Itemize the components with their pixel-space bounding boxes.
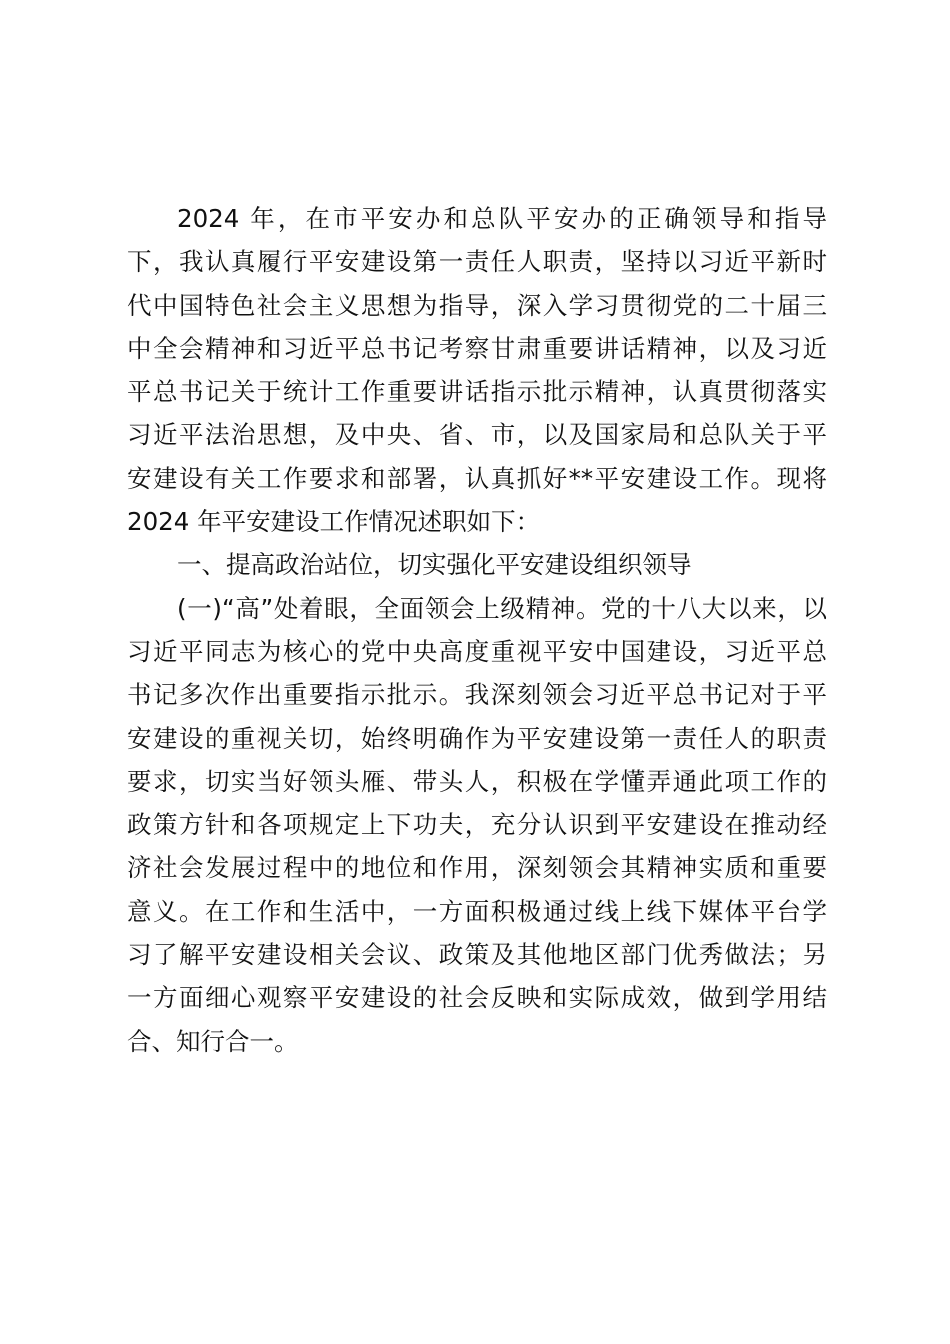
document-body bbox=[127, 197, 827, 1063]
paragraph-line: 2024 年，在市平安办和总队平安办的正确领导和指导 bbox=[177, 204, 827, 233]
paragraph-line: 代中国特色社会主义思想为指导，深入学习贯彻党的二十届三 bbox=[127, 290, 827, 320]
paragraph-line: 安建设的重视关切，始终明确作为平安建设第一责任人的职责 bbox=[127, 723, 827, 753]
paragraph-line: 要求，切实当好领头雁、带头人，积极在学懂弄通此项工作的 bbox=[127, 766, 827, 796]
paragraph-line: 下，我认真履行平安建设第一责任人职责，坚持以习近平新时 bbox=[127, 247, 827, 277]
paragraph-line: 平总书记关于统计工作重要讲话指示批示精神，认真贯彻落实 bbox=[127, 377, 827, 407]
paragraph-line: 中全会精神和习近平总书记考察甘肃重要讲话精神，以及习近 bbox=[127, 333, 827, 363]
subsection-paragraph bbox=[127, 587, 827, 1063]
intro-paragraph bbox=[127, 197, 827, 543]
paragraph-line: 习近平法治思想，及中央、省、市，以及国家局和总队关于平 bbox=[127, 420, 827, 450]
paragraph-line: 安建设有关工作要求和部署，认真抓好**平安建设工作。现将 bbox=[127, 463, 827, 493]
section-heading: 一、提高政治站位，切实强化平安建设组织领导 bbox=[177, 550, 692, 580]
paragraph-line: 习近平同志为核心的党中央高度重视平安中国建设，习近平总 bbox=[127, 636, 827, 666]
paragraph-line: (一)“高”处着眼，全面领会上级精神。党的十八大以来，以 bbox=[177, 593, 827, 623]
paragraph-line: 意义。在工作和生活中，一方面积极通过线上线下媒体平台学 bbox=[127, 896, 827, 926]
paragraph-line: 2024 年平安建设工作情况述职如下： bbox=[127, 507, 541, 537]
paragraph-line: 习了解平安建设相关会议、政策及其他地区部门优秀做法；另 bbox=[127, 940, 827, 970]
paragraph-line: 一方面细心观察平安建设的社会反映和实际成效，做到学用结 bbox=[127, 983, 827, 1013]
paragraph-line: 政策方针和各项规定上下功夫，充分认识到平安建设在推动经 bbox=[127, 810, 827, 840]
paragraph-line: 合、知行合一。 bbox=[127, 1026, 299, 1056]
paragraph-line: 济社会发展过程中的地位和作用，深刻领会其精神实质和重要 bbox=[127, 853, 827, 883]
paragraph-line: 书记多次作出重要指示批示。我深刻领会习近平总书记对于平 bbox=[127, 680, 827, 710]
